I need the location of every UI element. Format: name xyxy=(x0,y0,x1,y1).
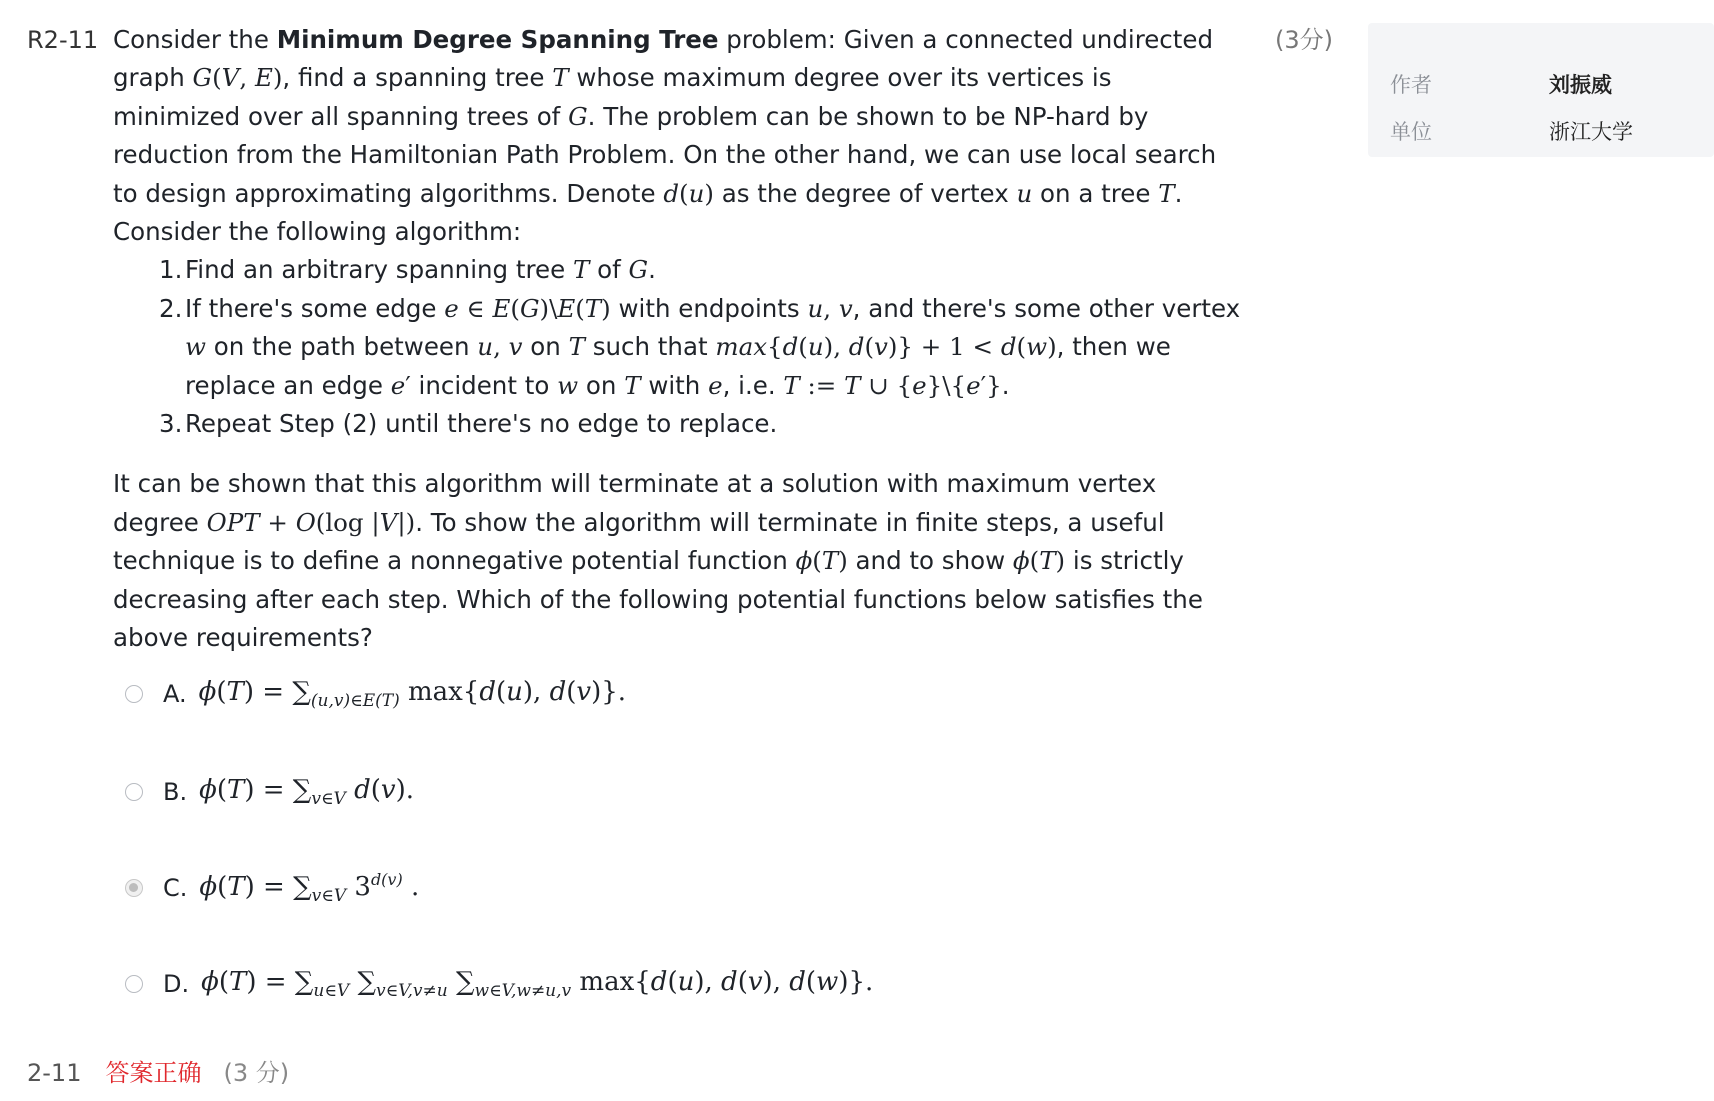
author-label: 作者 xyxy=(1390,73,1432,97)
step-3: 3. Repeat Step (2) until there's no edge to replace. xyxy=(159,409,778,439)
radio-b[interactable] xyxy=(125,783,143,801)
step-2: 2. If there's some edge e ∈ E(G)\E(T) with endpoints u, v, and there's some other vertex w on the path between u, v on T such that max{d(u), d(v)} + 1 < d(w), then we replace an edge e′ incident to w on T with e, i.e. T := T ∪ {e}\{e′}. xyxy=(159,293,1241,400)
step-1: 1. Find an arbitrary spanning tree T of G. xyxy=(159,255,656,285)
option-a-formula: $\phi(T) = \sum_{(u,v)\in E(T)}$ max{d(u), d(v)}. xyxy=(198,677,627,711)
org-label: 单位 xyxy=(1390,120,1432,144)
author-card xyxy=(1368,23,1714,157)
option-b[interactable]: B. $\phi(T) = \sum_{v\in V}$ d(v). xyxy=(125,772,414,812)
radio-a[interactable] xyxy=(125,685,143,703)
option-d-formula: $\phi(T) = \sum_{u\in V}$ $\sum_{v\in V,v\ne u}$ $\sum_{w\in V,w\ne u,v}$ max{d(u), d(v), d(w)}. xyxy=(201,967,874,1001)
question-body xyxy=(113,21,1243,658)
result-status: 答案正确 xyxy=(105,1059,202,1087)
option-a[interactable]: A. $\phi(T) = \sum_{(u,v)\in E(T)}$ max{d(u), d(v)}. xyxy=(125,674,626,714)
author-name: 刘振威 xyxy=(1549,73,1612,97)
question-number: R2-11 xyxy=(27,26,99,54)
result-footer xyxy=(27,1058,289,1088)
option-b-formula: $\phi(T) = \sum_{v\in V}$ d(v). xyxy=(199,775,415,809)
radio-d[interactable] xyxy=(125,975,143,993)
result-points: (3 分) xyxy=(223,1059,290,1087)
org-name: 浙江大学 xyxy=(1549,120,1633,144)
radio-c-selected[interactable] xyxy=(125,879,143,897)
question-prompt: It can be shown that this algorithm will terminate at a solution with maximum vertex degree OPT + O(log |V|). To show the algorithm will terminate in finite steps, a useful technique is to define a nonnegative potential function ϕ(T) and to show ϕ(T) is strictly decreasing after each step. Which of the following potential functions below satisfies the above requirements? xyxy=(113,469,1203,653)
algorithm-steps xyxy=(113,251,1243,443)
option-d[interactable]: D. $\phi(T) = \sum_{u\in V}$ $\sum_{v\in V,v\ne u}$ $\sum_{w\in V,w\ne u,v}$ max{d(u), d(v), d(w)}. xyxy=(125,964,873,1004)
problem-name: Minimum Degree Spanning Tree xyxy=(276,25,719,54)
question-intro: Consider the Minimum Degree Spanning Tree problem: Given a connected undirected graph G(V, E), find a spanning tree T whose maximum degree over its vertices is minimized over all spanning trees of G. The problem can be shown to be NP-hard by reduction from the Hamiltonian Path Problem. On the other hand, we can use local search to design approximating algorithms. Denote d(u) as the degree of vertex u on a tree T. Consider the following algorithm: xyxy=(113,25,1217,247)
footer-question-id: 2-11 xyxy=(27,1059,82,1087)
option-c[interactable]: C. $\phi(T) = \sum_{v\in V}$ $3^{d(v)}$ . xyxy=(125,868,419,908)
option-c-formula: $\phi(T) = \sum_{v\in V}$ $3^{d(v)}$ . xyxy=(199,870,420,906)
question-score: (3分) xyxy=(1275,26,1333,54)
